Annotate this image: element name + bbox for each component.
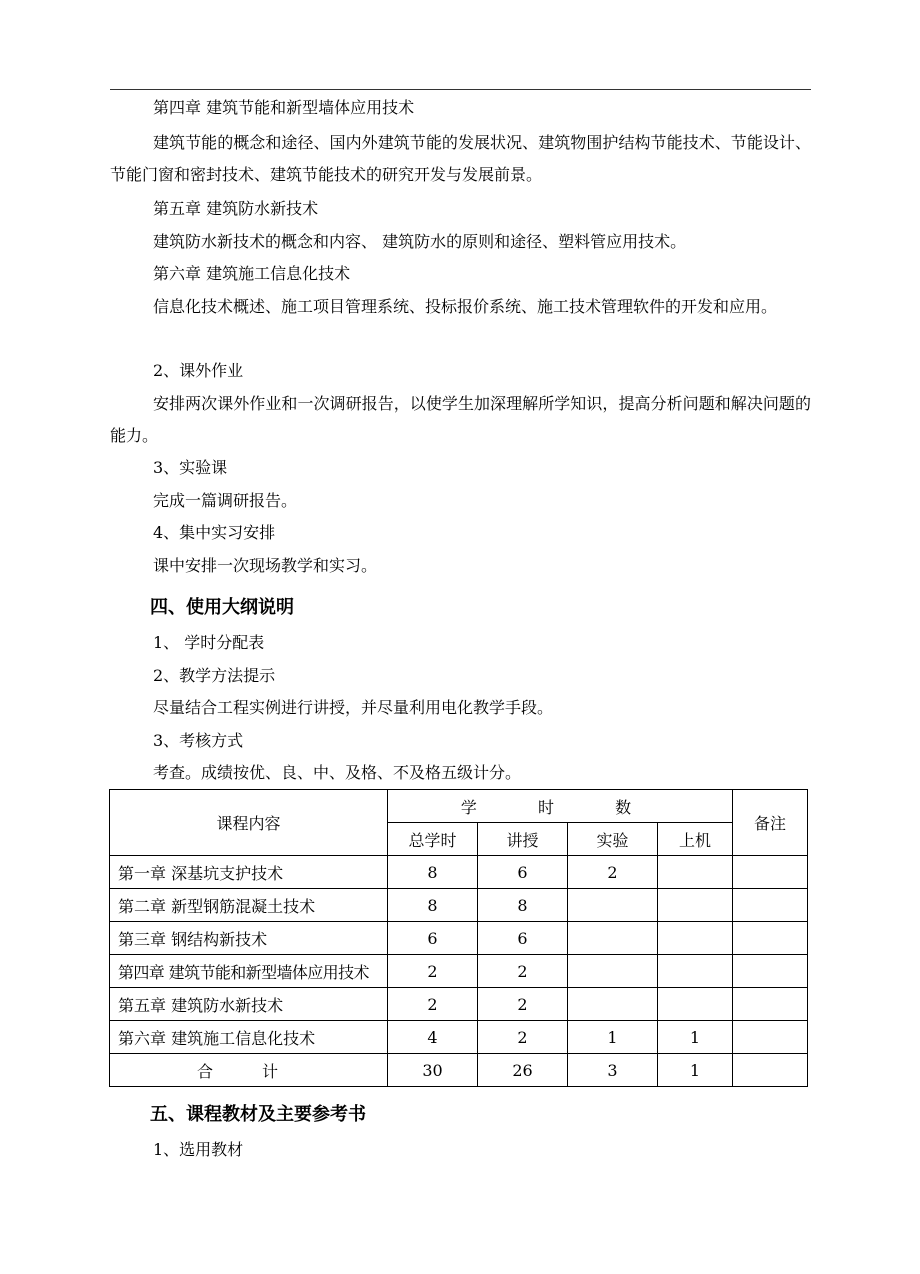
row-note	[733, 922, 808, 955]
row-note	[733, 955, 808, 988]
row-lab-hours	[568, 988, 658, 1021]
homework-title: 2、课外作业	[153, 361, 244, 380]
row-lecture-hours: 2	[478, 955, 568, 988]
row-computer-hours	[658, 856, 733, 889]
row-course-name: 第六章 建筑施工信息化技术	[110, 1021, 388, 1054]
table-row	[110, 988, 808, 1021]
header-lab: 实验	[568, 823, 658, 856]
row-computer-hours	[658, 955, 733, 988]
row-lecture-hours: 2	[478, 1021, 568, 1054]
row-course-name: 第四章 建筑节能和新型墙体应用技术	[110, 955, 388, 988]
row-total-hours: 6	[388, 922, 478, 955]
row-note	[733, 856, 808, 889]
chapter5-body: 建筑防水新技术的概念和内容、 建筑防水的原则和途径、塑料管应用技术。	[153, 232, 687, 251]
section4-item2: 2、教学方法提示	[153, 666, 276, 685]
section4-heading: 四、使用大纲说明	[150, 597, 294, 618]
row-lab-hours	[568, 922, 658, 955]
row-lecture-hours: 2	[478, 988, 568, 1021]
row-computer-hours	[658, 889, 733, 922]
header-lecture: 讲授	[478, 823, 568, 856]
row-lab-hours	[568, 889, 658, 922]
total-hours: 30	[388, 1054, 478, 1087]
header-computer: 上机	[658, 823, 733, 856]
row-note	[733, 988, 808, 1021]
practice-body: 课中安排一次现场教学和实习。	[153, 556, 378, 575]
section5-heading: 五、课程教材及主要参考书	[150, 1104, 366, 1125]
row-total-hours: 8	[388, 856, 478, 889]
section4-item3-body: 考查。成绩按优、良、中、及格、不及格五级计分。	[153, 763, 522, 782]
row-lab-hours: 2	[568, 856, 658, 889]
row-lab-hours	[568, 955, 658, 988]
row-course-name: 第二章 新型钢筋混凝土技术	[110, 889, 388, 922]
row-note	[733, 1021, 808, 1054]
chapter6-body: 信息化技术概述、施工项目管理系统、投标报价系统、施工技术管理软件的开发和应用。	[153, 297, 778, 316]
row-lecture-hours: 6	[478, 922, 568, 955]
row-note	[733, 889, 808, 922]
section4-item3: 3、考核方式	[153, 731, 244, 750]
row-total-hours: 8	[388, 889, 478, 922]
section4-item2-body: 尽量结合工程实例进行讲授，并尽量利用电化教学手段。	[153, 698, 554, 717]
table-row	[110, 922, 808, 955]
row-lab-hours: 1	[568, 1021, 658, 1054]
header-notes: 备注	[733, 790, 808, 856]
lab-body: 完成一篇调研报告。	[153, 491, 298, 510]
header-rule	[110, 89, 811, 90]
section5-item1: 1、选用教材	[153, 1140, 244, 1159]
row-course-name: 第一章 深基坑支护技术	[110, 856, 388, 889]
table-row	[110, 856, 808, 889]
row-computer-hours: 1	[658, 1021, 733, 1054]
chapter4-title: 第四章 建筑节能和新型墙体应用技术	[153, 98, 415, 117]
total-lab-hours: 3	[568, 1054, 658, 1087]
table-row	[110, 955, 808, 988]
row-lecture-hours: 6	[478, 856, 568, 889]
table-total-row	[110, 1054, 808, 1087]
row-course-name: 第三章 钢结构新技术	[110, 922, 388, 955]
section4-item1: 1、 学时分配表	[153, 633, 265, 652]
chapter4-body: 建筑节能的概念和途径、国内外建筑节能的发展状况、建筑物围护结构节能技术、节能设计、节能门窗和密封技术、建筑节能技术的研究开发与发展前景。	[110, 133, 811, 184]
homework-body: 安排两次课外作业和一次调研报告，以使学生加深理解所学知识，提高分析问题和解决问题的能力。	[110, 394, 811, 445]
header-hours: 学 时 数	[388, 790, 733, 823]
row-total-hours: 2	[388, 988, 478, 1021]
row-computer-hours	[658, 922, 733, 955]
header-total-hours: 总学时	[388, 823, 478, 856]
header-course-content: 课程内容	[110, 790, 388, 856]
practice-title: 4、集中实习安排	[153, 523, 276, 542]
row-lecture-hours: 8	[478, 889, 568, 922]
hours-table	[109, 789, 808, 1087]
total-label: 合 计	[110, 1054, 388, 1087]
lab-title: 3、实验课	[153, 458, 228, 477]
total-lecture-hours: 26	[478, 1054, 568, 1087]
total-note	[733, 1054, 808, 1087]
row-course-name: 第五章 建筑防水新技术	[110, 988, 388, 1021]
row-total-hours: 4	[388, 1021, 478, 1054]
table-header-row	[110, 790, 808, 823]
chapter5-title: 第五章 建筑防水新技术	[153, 199, 319, 218]
row-total-hours: 2	[388, 955, 478, 988]
total-computer-hours: 1	[658, 1054, 733, 1087]
table-row	[110, 889, 808, 922]
table-row	[110, 1021, 808, 1054]
chapter6-title: 第六章 建筑施工信息化技术	[153, 264, 351, 283]
row-computer-hours	[658, 988, 733, 1021]
